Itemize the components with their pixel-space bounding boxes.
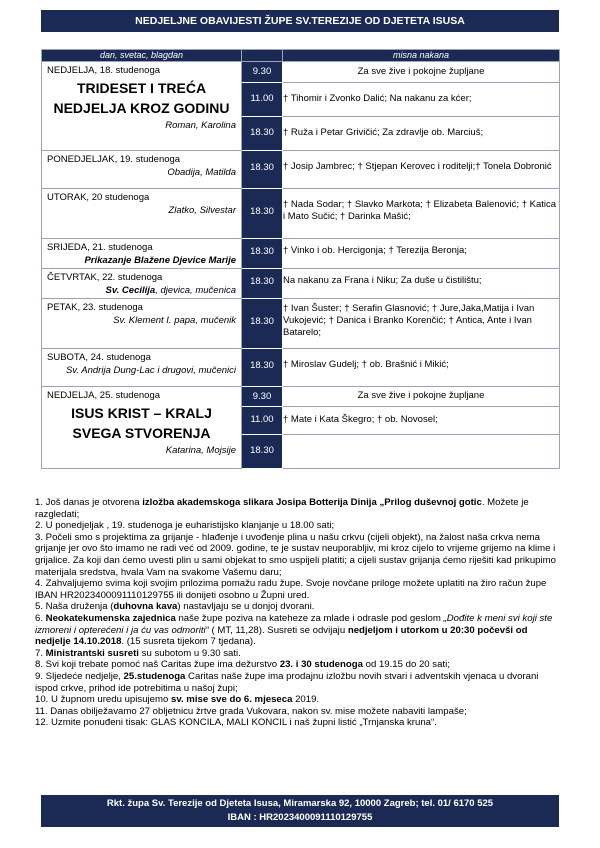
saint-of-day (47, 255, 236, 266)
announcement-item: 10. U župnom uredu upisujemo sv. mise sve do 6. mjeseca 2019. (35, 694, 320, 706)
day-cell (42, 62, 242, 151)
bulletin-title: NEDJELJNE OBAVIJESTI ŽUPE SV.TEREZIJE OD DJETETA ISUSA (41, 10, 559, 32)
mass-intention: † Josip Jambrec; † Stjepan Kerovec i roditelji;† Tonela Dobronić (283, 161, 552, 172)
mass-time-cell (242, 387, 283, 407)
mass-intention: † Ivan Šuster; † Serafin Glasnović; † Jure,Jaka,Matija i Ivan Vukojević; † Danica i Branko Korenčić; † Antica, Ante i Ivan Batarelo; (283, 303, 535, 338)
emphasis: Ministrantski susreti (45, 647, 139, 659)
announcement-item: 3. Počeli smo s projektima za grijanje - hlađenje i uvođenje plina u našu crkvu (cijeli objekt), na žalost naša crkva nema grijanje jer ovo što imamo ne radi već od 2009. godine, te je sustav neuporabljiv, mi kroz cijelo to vrijeme grijemo na klime i grijalice. Za koji dan ćemo uvesti plin u sami objekat to smo uspijeli platiti; a cijeli sustav grijanja ćemo riješiti kad prikupimo materijala sredstva, hvala Vam na svakome Vašemu daru; (35, 531, 556, 578)
day-cell (42, 349, 242, 387)
mass-intention: Na nakanu za Frana i Niku; Za duše u čistilištu; (283, 275, 482, 286)
mass-intention-cell (283, 62, 560, 83)
day-name: NEDJELJA, 18. studenoga (47, 65, 161, 76)
emphasis: nedjeljom i utorkom u 20:30 počevši od nedjelje 14.10.2018 (35, 624, 528, 648)
announcement-item: 4. Zahvaljujemo svima koji svojim prilozima pomažu radu župe. Svoje novčane priloge možete uplatiti na žiro račun župe IBAN HR2023400091110129755 ili donijeti osobno u Župni ured. (35, 578, 547, 601)
mass-intention-cell (283, 299, 560, 349)
saint-of-day: Katarina, Mojsije (165, 445, 236, 456)
announcement-item: 5. Naša druženja (duhovna kava) nastavljaju se u donjoj dvorani. (35, 601, 315, 613)
mass-time: 18.30 (250, 315, 274, 327)
bulletin-page (41, 10, 559, 469)
footer (41, 795, 559, 827)
mass-time-cell (242, 406, 283, 434)
day-name: ČETVRTAK, 22. studenoga (47, 272, 163, 283)
emphasis: 23. i 30 studenoga (279, 659, 363, 671)
emphasis: 25.studenoga (123, 670, 186, 682)
mass-time: 18.30 (250, 275, 274, 287)
feast-title: TRIDESET I TREĆA NEDJELJA KROZ GODINU (53, 80, 230, 116)
mass-time-cell (242, 116, 283, 150)
mass-intention: † Nada Sodar; † Slavko Markota; † Elizabeta Balenović; † Katica i Mato Sučić; † Darinka Mašić; (283, 199, 557, 222)
saint-of-day: Sv. Klement I. papa, mučenik (113, 315, 236, 326)
saint-of-day: Obadija, Matilda (167, 167, 236, 178)
mass-intention-cell (283, 82, 560, 116)
day-cell (42, 239, 242, 269)
day-name: UTORAK, 20 studenoga (47, 192, 150, 203)
header-intent: misna nakana (283, 50, 560, 62)
day-name: SUBOTA, 24. studenoga (47, 352, 151, 363)
mass-intention: Za sve žive i pokojne župljane (357, 65, 485, 77)
mass-intention-cell (283, 269, 560, 299)
mass-intention: † Ruža i Petar Grivičić; Za zdravlje ob. Marciuš; (283, 126, 484, 138)
feast-title: ISUS KRIST – KRALJ SVEGA STVORENJA (71, 405, 212, 441)
mass-intention-cell (283, 434, 560, 468)
mass-intention-cell (283, 387, 560, 407)
saint-name: Sv. Cecilija (105, 285, 156, 296)
announcement-item: 2. U ponedjeljak , 19. studenoga je euharistijsko klanjanje u 18.00 sati; (35, 520, 335, 532)
mass-time: 18.30 (250, 127, 274, 139)
header-day: dan, svetac, blagdan (42, 50, 242, 62)
mass-time-cell (242, 349, 283, 387)
mass-time-cell (242, 269, 283, 299)
saint-of-day: Zlatko, Silvestar (168, 205, 236, 216)
schedule-row (42, 299, 560, 349)
announcement-item: 6. Neokatekumenska zajednica naše župe poziva na kateheze za mlade i odrasle pod geslom „Dođite k meni svi koji ste izmoreni i opterećeni i ja ću vas odmoriti“ ( MT, 11,28). Susreti se odvijaju nedjeljom i utorkom u 20:30 počevši od nedjelje 14.10.2018. (15 susreta tijekom 7 tjedana). (35, 612, 553, 648)
schedule-row (42, 151, 560, 189)
mass-time: 18.30 (250, 445, 274, 457)
footer-address: Rkt. župa Sv. Terezije od Djeteta Isusa, Miramarska 92, 10000 Zagreb; tel. 01/ 6170 525 (106, 798, 494, 809)
mass-intention: † Tihomir i Zvonko Dalić; Na nakanu za kćer; (283, 92, 472, 104)
mass-schedule-table (41, 49, 560, 469)
mass-time-cell (242, 299, 283, 349)
saint-of-day: Sv. Andrija Dung-Lac i drugovi, mučenici (65, 365, 236, 376)
mass-intention-cell (283, 349, 560, 387)
mass-time: 18.30 (250, 161, 274, 173)
mass-intention-cell (283, 239, 560, 269)
day-name: NEDJELJA, 25. studenoga (47, 390, 161, 401)
day-name: SRIJEDA, 21. studenoga (47, 242, 153, 253)
mass-time-cell (242, 189, 283, 239)
mass-intention-cell (283, 189, 560, 239)
announcement-item: 11. Danas obilježavamo 27 obljetnicu žrtve grada Vukovara, nakon sv. mise možete nabaviti lampaše; (35, 705, 467, 717)
footer-iban: IBAN : HR2023400091110129755 (227, 812, 373, 823)
mass-time-cell (242, 62, 283, 83)
emphasis: sv. mise sve do 6. mjeseca (171, 694, 293, 706)
schedule-row (42, 269, 560, 299)
saint-name: Prikazanje Blažene Djevice Marije (84, 255, 236, 266)
mass-intention-cell (283, 151, 560, 189)
mass-time-cell (242, 434, 283, 468)
day-cell (42, 269, 242, 299)
mass-time: 9.30 (252, 390, 272, 402)
mass-time: 18.30 (250, 205, 274, 217)
saint-of-day: Roman, Karolina (165, 120, 236, 131)
day-name: PETAK, 23. studenoga (47, 302, 143, 313)
saint-of-day: Sv. Cecilija, djevica, mučenica (105, 285, 236, 296)
announcement-item: 7. Ministrantski susreti su subotom u 9.30 sati. (35, 647, 241, 659)
day-cell (42, 299, 242, 349)
schedule-row (42, 189, 560, 239)
quote: „Dođite k meni svi koji ste izmoreni i opterećeni i ja ću vas odmoriti“ (35, 612, 553, 636)
announcement-item: 12. Uzmite ponuđeni tisak: GLAS KONCILA, MALI KONCIL i naš župni listić „Trnjanska kruna“. (35, 717, 437, 729)
mass-intention (283, 435, 559, 467)
emphasis: Neokatekumenska zajednica (45, 612, 176, 624)
schedule-row (42, 239, 560, 269)
mass-intention: † Vinko i ob. Hercigonja; † Terezija Beronja; (283, 245, 467, 256)
announcement-item: 8. Svi koji trebate pomoć naš Caritas župe ima dežurstvo 23. i 30 studenoga od 19.15 do 20 sati; (35, 659, 450, 671)
mass-time-cell (242, 82, 283, 116)
mass-intention-cell (283, 406, 560, 434)
day-cell (42, 189, 242, 239)
mass-time: 18.30 (250, 245, 274, 257)
mass-intention-cell (283, 116, 560, 150)
mass-intention: † Miroslav Gudelj; † ob. Brašnić i Mikić; (283, 359, 449, 370)
day-name: PONEDJELJAK, 19. studenoga (47, 154, 181, 165)
announcements (35, 497, 560, 729)
mass-time-cell (242, 151, 283, 189)
mass-time: 11.00 (250, 414, 274, 426)
mass-time: 9.30 (252, 66, 272, 77)
day-cell (42, 387, 242, 469)
day-cell (42, 151, 242, 189)
announcement-item: 1. Još danas je otvorena izložba akademskoga slikara Josipa Botterija Dinija „Prilog duševnoj gotic. Možete je razgledati; (35, 497, 529, 520)
schedule-row (42, 387, 560, 407)
mass-time: 18.30 (250, 359, 274, 371)
schedule-row (42, 349, 560, 387)
emphasis: duhovna kava (113, 601, 178, 613)
header-time (242, 50, 283, 62)
mass-intention: Za sve žive i pokojne župljane (357, 390, 485, 401)
announcement-item: 9. Sljedeće nedjelje, 25.studenoga Caritas naše župe ima prodajnu izložbu novih stvari i adventskih vjenaca u dvorani ispod crkve, prihod ide potrebitima u našoj župi; (35, 670, 539, 694)
mass-intention: † Mate i Kata Škegro; † ob. Novosel; (283, 413, 438, 425)
emphasis: izložba akademskoga slikara Josipa Botterija Dinija „Prilog duševnoj gotic (142, 497, 482, 508)
mass-time-cell (242, 239, 283, 269)
schedule-row (42, 62, 560, 83)
mass-time: 11.00 (250, 93, 274, 105)
